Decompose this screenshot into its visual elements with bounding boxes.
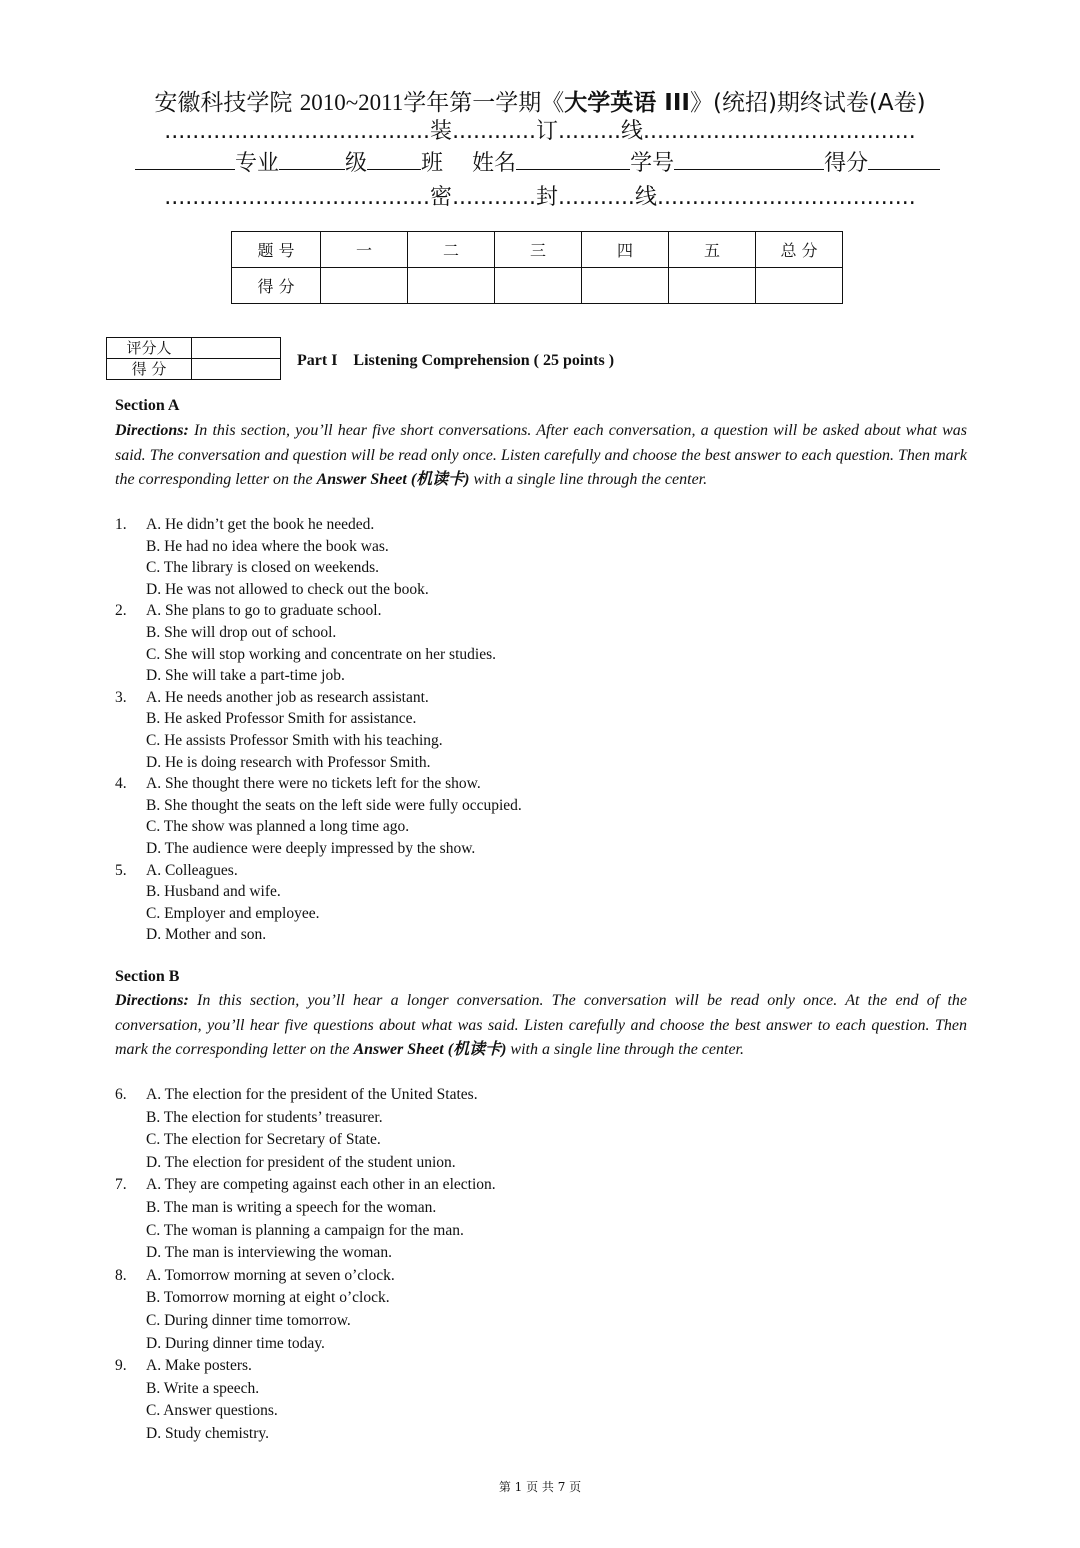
question-item <box>115 1084 496 1174</box>
option-text: A. Tomorrow morning at seven o’clock. <box>146 1266 395 1284</box>
exam-title <box>0 84 1080 117</box>
seal-char-feng: 封 <box>535 185 558 210</box>
section-a-directions <box>115 419 967 493</box>
grader-box <box>106 337 281 380</box>
option-text: B. She will drop out of school. <box>146 623 337 641</box>
question-item <box>115 514 522 600</box>
answer-option <box>115 1220 496 1243</box>
answer-option <box>115 838 522 860</box>
option-text: A. She plans to go to graduate school. <box>146 602 382 620</box>
option-text: D. He was not allowed to check out the book. <box>146 580 429 598</box>
score-row-label: 得 分 <box>232 268 321 304</box>
answer-option <box>115 536 522 558</box>
answer-option <box>115 557 522 579</box>
answer-option <box>115 1197 496 1220</box>
major-blank[interactable] <box>135 147 235 170</box>
option-text: C. The election for Secretary of State. <box>146 1131 381 1149</box>
header-cell: 总 分 <box>756 232 843 268</box>
answer-option <box>115 881 522 903</box>
score-cell[interactable] <box>495 268 582 304</box>
answer-option <box>115 1129 496 1152</box>
option-text: B. Husband and wife. <box>146 883 281 901</box>
grader-score-label: 得 分 <box>107 359 192 380</box>
answer-option <box>115 687 522 709</box>
school-name: 安徽科技学院 <box>154 90 293 116</box>
directions-label: Directions: <box>115 992 189 1009</box>
seal-char-xian: 线 <box>634 185 657 210</box>
header-cell: 题 号 <box>232 232 321 268</box>
seal-line <box>0 180 1080 211</box>
answer-option <box>115 579 522 601</box>
option-text: D. The election for president of the student union. <box>146 1153 456 1171</box>
section-b-questions <box>115 1084 496 1446</box>
score-cell[interactable] <box>582 268 669 304</box>
score-cell[interactable] <box>321 268 408 304</box>
binding-line <box>0 114 1080 145</box>
option-text: D. He is doing research with Professor Smith. <box>146 753 431 771</box>
answer-option <box>115 1423 496 1446</box>
answer-option <box>115 665 522 687</box>
option-text: B. Tomorrow morning at eight o’clock. <box>146 1289 390 1307</box>
header-cell: 一 <box>321 232 408 268</box>
header-cell: 二 <box>408 232 495 268</box>
answer-option <box>115 816 522 838</box>
exam-type: 》(统招)期终试卷(A卷) <box>689 90 926 116</box>
grader-score-cell[interactable] <box>192 359 281 380</box>
answer-option <box>115 1287 496 1310</box>
answer-sheet-cn: (机读卡) <box>443 1041 507 1058</box>
class-label: 班 <box>421 151 444 176</box>
option-text: A. He needs another job as research assistant. <box>146 688 429 706</box>
dots-left: ...................................... <box>164 185 431 210</box>
option-text: D. During dinner time today. <box>146 1334 325 1352</box>
seal-char-mi: 密 <box>430 185 453 210</box>
answer-option <box>115 600 522 622</box>
question-number: 5. <box>115 861 127 879</box>
grade-blank[interactable] <box>279 147 345 170</box>
answer-option <box>115 860 522 882</box>
answer-option <box>115 1400 496 1423</box>
answer-sheet-text: Answer Sheet <box>316 471 407 488</box>
answer-option <box>115 1174 496 1197</box>
option-text: C. Employer and employee. <box>146 904 320 922</box>
grader-cell[interactable] <box>192 338 281 359</box>
option-text: D. She will take a part-time job. <box>146 667 345 685</box>
question-item <box>115 860 522 946</box>
score-table-score-row <box>232 268 843 304</box>
option-text: A. They are competing against each other in an election. <box>146 1176 496 1194</box>
question-number: 8. <box>115 1266 127 1284</box>
question-item <box>115 1174 496 1264</box>
option-text: C. She will stop working and concentrate on her studies. <box>146 645 496 663</box>
answer-option <box>115 514 522 536</box>
answer-sheet-text: Answer Sheet <box>353 1041 444 1058</box>
question-item <box>115 687 522 773</box>
question-number: 7. <box>115 1176 127 1194</box>
answer-option <box>115 1107 496 1130</box>
answer-sheet-cn: (机读卡) <box>406 471 470 488</box>
grader-label: 评分人 <box>107 338 192 359</box>
option-text: C. During dinner time tomorrow. <box>146 1311 351 1329</box>
answer-option <box>115 1242 496 1265</box>
dots-mid-2: ........... <box>558 185 635 210</box>
bind-char-zhuang: 装 <box>430 119 453 144</box>
option-text: C. He assists Professor Smith with his teaching. <box>146 731 443 749</box>
name-blank[interactable] <box>516 147 630 170</box>
option-text: A. Colleagues. <box>146 861 238 879</box>
name-label: 姓名 <box>472 151 517 176</box>
answer-option <box>115 1378 496 1401</box>
directions-text: In this section, you’ll hear five short conversations. After each conversation, a question will be asked about what was said. The conversation and question will be read only once. Listen carefully and choose the best answer to each question. Then mark the corresponding letter on the <box>115 422 967 488</box>
answer-option <box>115 924 522 946</box>
option-text: C. The woman is planning a campaign for the man. <box>146 1221 464 1239</box>
course-name: 大学英语 III <box>564 90 690 116</box>
answer-option <box>115 708 522 730</box>
directions-end: with a single line through the center. <box>469 471 708 488</box>
answer-option <box>115 903 522 925</box>
option-text: B. Write a speech. <box>146 1379 260 1397</box>
section-b-title: Section B <box>115 968 180 985</box>
dots-mid-1: ............ <box>452 185 536 210</box>
option-text: C. The library is closed on weekends. <box>146 559 380 577</box>
dots-left: ...................................... <box>164 119 431 144</box>
part-title: Part I Listening Comprehension ( 25 points ) <box>297 352 615 369</box>
student-id-blank[interactable] <box>674 147 824 170</box>
score-table-header-row <box>232 232 843 268</box>
option-text: D. Mother and son. <box>146 926 267 944</box>
answer-option <box>115 644 522 666</box>
answer-option <box>115 752 522 774</box>
academic-years: 2010~2011 <box>299 90 404 115</box>
question-number: 6. <box>115 1086 127 1103</box>
dots-mid-2: ......... <box>558 119 621 144</box>
answer-option <box>115 1265 496 1288</box>
option-text: C. Answer questions. <box>146 1402 278 1420</box>
score-label: 得分 <box>824 151 869 176</box>
option-text: A. Make posters. <box>146 1357 252 1375</box>
answer-option <box>115 1084 496 1107</box>
answer-option <box>115 1152 496 1175</box>
dots-mid-1: ............ <box>452 119 536 144</box>
student-info-line <box>135 146 975 177</box>
header-cell: 四 <box>582 232 669 268</box>
semester-text: 学年第一学期《 <box>403 90 565 116</box>
answer-option <box>115 1355 496 1378</box>
bind-char-xian: 线 <box>620 119 643 144</box>
answer-option <box>115 622 522 644</box>
question-item <box>115 1265 496 1355</box>
option-text: D. Study chemistry. <box>146 1424 269 1442</box>
option-text: A. She thought there were no tickets left for the show. <box>146 775 481 793</box>
option-text: B. He asked Professor Smith for assistance. <box>146 710 417 728</box>
option-text: C. The show was planned a long time ago. <box>146 818 410 836</box>
answer-option <box>115 773 522 795</box>
question-number: 9. <box>115 1357 127 1375</box>
option-text: A. The election for the president of the United States. <box>146 1086 478 1103</box>
header-cell: 三 <box>495 232 582 268</box>
section-a-questions <box>115 514 522 946</box>
option-text: D. The man is interviewing the woman. <box>146 1244 392 1262</box>
option-text: D. The audience were deeply impressed by the show. <box>146 839 476 857</box>
score-cell[interactable] <box>669 268 756 304</box>
section-b-directions <box>115 989 967 1063</box>
option-text: A. He didn’t get the book he needed. <box>146 516 375 533</box>
option-text: B. The election for students’ treasurer. <box>146 1108 383 1126</box>
score-blank[interactable] <box>868 147 940 170</box>
answer-option <box>115 730 522 752</box>
score-cell[interactable] <box>408 268 495 304</box>
bind-char-ding: 订 <box>535 119 558 144</box>
option-text: B. He had no idea where the book was. <box>146 537 389 555</box>
question-number: 3. <box>115 688 127 706</box>
question-item <box>115 1355 496 1445</box>
directions-text: In this section, you’ll hear a longer conversation. The conversation will be read only once. At the end of the conversation, you’ll hear five questions about what was said. Listen carefully and choose the best answer to each question. Then mark the corresponding letter on the <box>115 992 967 1058</box>
student-id-label: 学号 <box>630 151 675 176</box>
directions-end: with a single line through the center. <box>506 1041 745 1058</box>
dots-right: ..................................... <box>656 185 916 210</box>
option-text: B. She thought the seats on the left side were fully occupied. <box>146 796 522 814</box>
dots-right: ....................................... <box>642 119 916 144</box>
question-item <box>115 600 522 686</box>
answer-option <box>115 795 522 817</box>
score-cell[interactable] <box>756 268 843 304</box>
question-item <box>115 773 522 859</box>
question-number: 1. <box>115 516 127 533</box>
section-a-title: Section A <box>115 397 180 414</box>
directions-label: Directions: <box>115 422 189 439</box>
class-blank[interactable] <box>367 147 421 170</box>
option-text: B. The man is writing a speech for the woman. <box>146 1198 437 1216</box>
major-label: 专业 <box>235 151 280 176</box>
page-footer: 第 1 页 共 7 页 <box>498 1480 582 1494</box>
question-number: 2. <box>115 602 127 620</box>
answer-option <box>115 1333 496 1356</box>
grade-label: 级 <box>345 151 368 176</box>
question-number: 4. <box>115 775 127 793</box>
header-cell: 五 <box>669 232 756 268</box>
answer-option <box>115 1310 496 1333</box>
score-table <box>231 231 843 304</box>
